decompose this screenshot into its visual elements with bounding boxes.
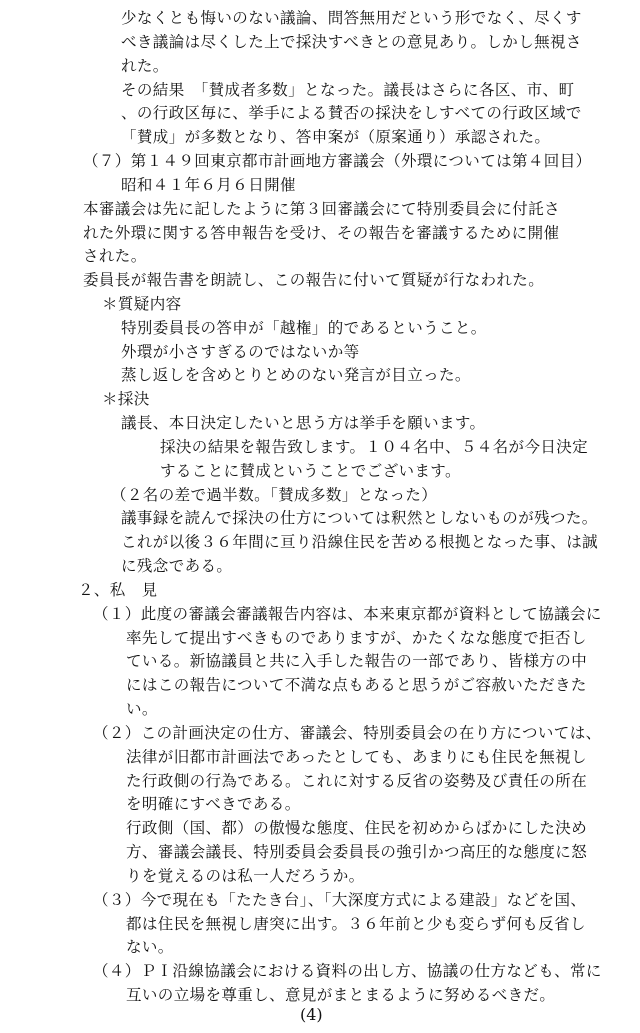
text-line: 率先して提出すべきものでありますが、かたくなな態度で拒否し: [126, 628, 587, 647]
text-line: 互いの立場を尊重し、意見がまとまるように努めるべきだ。: [126, 986, 556, 1004]
text-line: 「賛成」が多数となり、答申案が（原案通り）承認された。: [121, 128, 551, 147]
text-line: 少なくとも悔いのない議論、問答無用だという形でなく、尽くす: [121, 9, 582, 27]
text-line: に残念である。: [121, 557, 233, 576]
text-line: い。: [126, 700, 158, 718]
text-line: 議事録を読んで採決の仕方については釈然としないものが残つた。: [121, 509, 598, 528]
text-line: 委員長が報告書を朗読し、この報告に付いて質疑が行なわれた。: [83, 271, 545, 290]
list-item: （３）今で現在も「たたき台」、「大深度方式による建設」などを国、: [93, 890, 587, 909]
section-heading: ２、私 見: [78, 580, 158, 599]
text-line: 都は住民を無視し唐突に出す。３６年前と少も変らず何も反省し: [126, 914, 586, 933]
text-line: を明確にすべきである。: [126, 795, 301, 814]
text-line: にはこの報告について不満な点もあると思うがご容赦いただきた: [126, 676, 587, 695]
text-line: た行政側の行為である。これに対する反省の姿勢及び責任の所在: [126, 771, 588, 790]
text-line: 、の行政区毎に、挙手による賛否の採決をしすべての行政区域で: [121, 104, 582, 123]
text-line: 本審議会は先に記したように第３回審議会にて特別委員会に付託さ: [83, 199, 561, 218]
text-line: 外環が小さすぎるのではないか等: [121, 342, 360, 361]
text-line: その結果 「賛成者多数」となった。議長はさらに各区、市、町: [121, 80, 575, 99]
text-line: 特別委員長の答申が「越権」的であるということ。: [121, 318, 487, 337]
text-line: これが以後３６年間に亘り沿線住民を苦める根拠となった事、は誠: [121, 533, 599, 552]
list-item: （１）此度の審議会審議報告内容は、本来東京都が資料として協議会に: [93, 604, 602, 623]
text-line: ている。新協議員と共に入手した報告の一部であり、皆様方の中: [126, 652, 588, 671]
list-item: （４）ＰＩ沿線協議会における資料の出し方、協議の仕方なども、常に: [93, 962, 602, 981]
text-line: 採決の結果を報告致します。１０４名中、５４名が今日決定: [160, 437, 589, 456]
text-line: 方、審議会議長、特別委員会委員長の強引かつ高圧的な態度に怒: [126, 843, 588, 861]
text-line: （２名の差で過半数。「賛成多数」となった）: [111, 485, 438, 504]
text-line: 法律が旧都市計画法であったとしても、あまりにも住民を無視し: [126, 747, 587, 766]
text-line: 議長、本日決定したいと思う方は挙手を願います。: [121, 414, 486, 433]
text-line: 昭和４１年６月６日開催: [121, 175, 296, 194]
list-item: （２）この計画決定の仕方、審議会、特別委員会の在り方については、: [93, 723, 602, 742]
subheading: ＊質疑内容: [102, 295, 182, 313]
text-line: 蒸し返しを含めとりとめのない発言が目立った。: [121, 366, 471, 385]
text-line: りを覚えるのは私一人だろうか。: [126, 866, 365, 885]
text-line: することに賛成ということでございます。: [160, 461, 461, 480]
text-line: された。: [83, 247, 147, 266]
section-heading: （７）第１４９回東京都市計画地方審議会（外環については第４回目）: [83, 152, 592, 170]
text-line: れた。: [121, 56, 169, 75]
text-line: ない。: [126, 938, 174, 957]
text-line: れた外環に関する答申報告を受け、その報告を審議するために開催: [83, 223, 560, 242]
text-line: べき議論は尽くした上で採決すべきとの意見あり。しかし無視さ: [121, 32, 582, 51]
text-line: 行政側（国、都）の傲慢な態度、住民を初めからばかにした決め: [126, 819, 588, 838]
subheading: ＊採決: [102, 390, 150, 409]
page-number: (4): [300, 1005, 323, 1024]
